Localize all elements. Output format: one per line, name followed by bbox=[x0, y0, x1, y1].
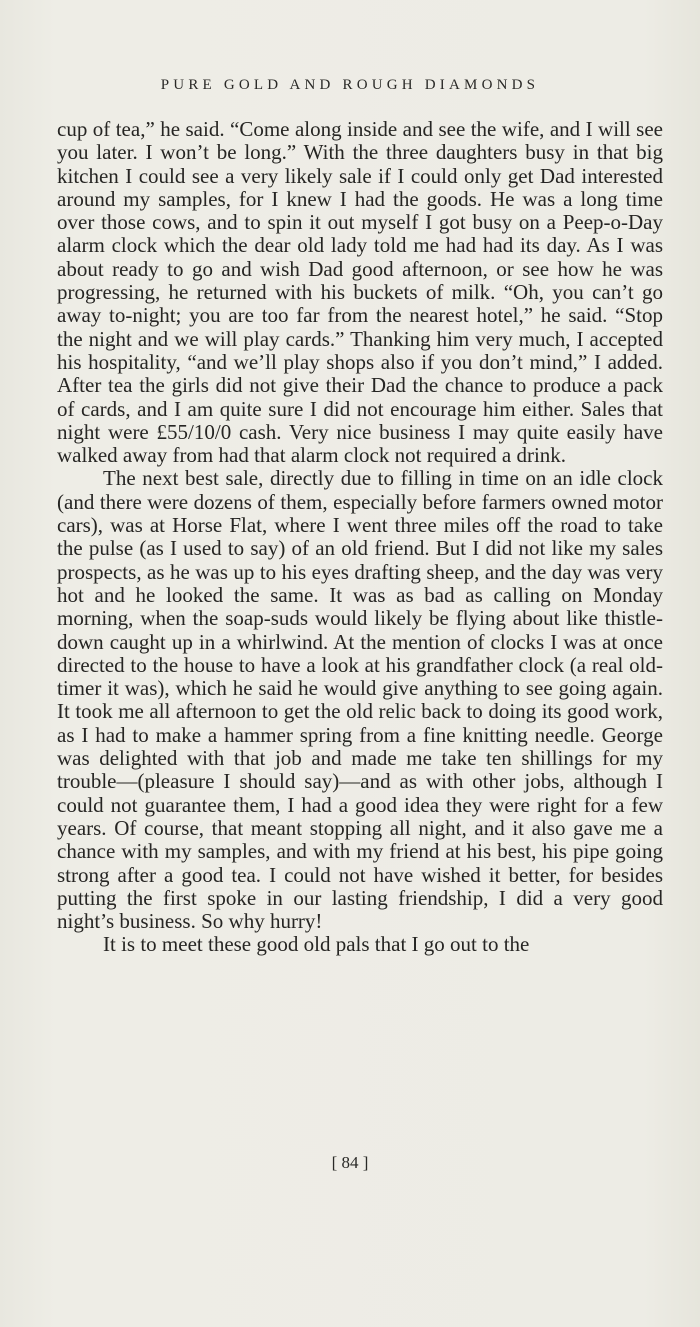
running-head: PURE GOLD AND ROUGH DIAMONDS bbox=[160, 77, 540, 93]
body-text bbox=[57, 118, 663, 957]
paragraph-final-line: It is to meet these good old pals that I go out to the bbox=[103, 932, 530, 957]
page-number: [ 84 ] bbox=[331, 1153, 369, 1172]
paragraph-horse-flat: The next best sale, directly due to filling in time on an idle clock (and there were dozens of them, especially before farmers owned motor cars), was at Horse Flat, where I went three miles off the road to take the pulse (as I used to say) of an old friend. But I did not like my sales prospects, as he was up to his eyes drafting sheep, and the day was very hot and he looked the same. It was as bad as calling on Monday morning, when the soap-suds would likely be flying about like thistle-down caught up in a whirlwind. At the mention of clocks I was at once directed to the house to have a look at his grandfather clock (a real old-timer it was), which he said he would give anything to see going again. It took me all afternoon to get the old relic back to doing its good work, as I had to make a hammer spring from a fine knitting needle. George was delighted with that job and made me take ten shillings for my trouble—(pleasure I should say)—and as with other jobs, although I could not guarantee them, I had a good idea they were right for a few years. Of course, that meant stopping all night, and it also gave me a chance with my samples, and with my friend at his best, his pipe going strong after a good tea. I could not have wished it better, for besides putting the first spoke in our lasting friendship, I did a very good night’s business. So why hurry! bbox=[57, 466, 663, 934]
paragraph-continued: cup of tea,” he said. “Come along inside and see the wife, and I will see you later. I won’t be long.” With the three daughters busy in that big kitchen I could see a very likely sale if I could only get Dad interested around my samples, for I knew I had the goods. He was a long time over those cows, and to spin it out myself I got busy on a Peep-o-Day alarm clock which the dear old lady told me had had its day. As I was about ready to go and wish Dad good afternoon, or see how he was progressing, he returned with his buckets of milk. “Oh, you can’t go away to-night; you are too far from the nearest hotel,” he said. “Stop the night and we will play cards.” Thanking him very much, I accepted his hospitality, “and we’ll play shops also if you don’t mind,” I added. After tea the girls did not give their Dad the chance to produce a pack of cards, and I am quite sure I did not encourage him either. Sales that night were £55/10/0 cash. Very nice business I may quite easily have walked away from had that alarm clock not required a drink. bbox=[57, 117, 663, 468]
